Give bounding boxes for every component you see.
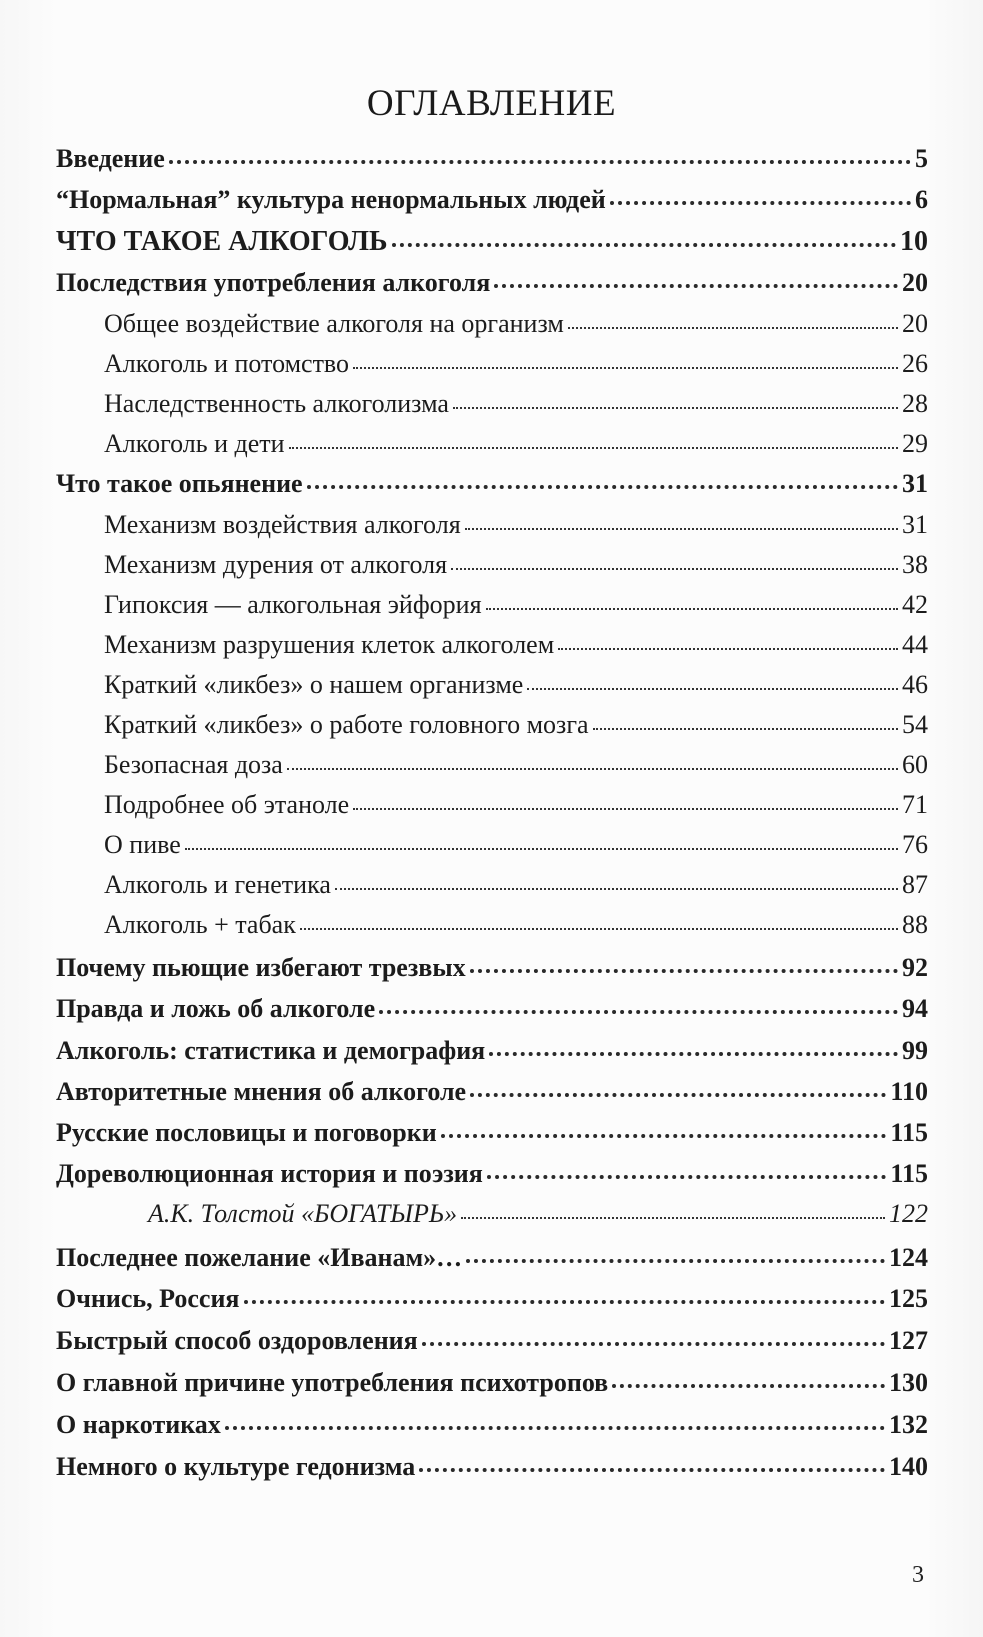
toc-entry-page: 20: [902, 309, 928, 338]
toc-entry-page: 94: [902, 994, 928, 1023]
dot-leader: [379, 1010, 898, 1014]
toc-entry-title: Безопасная доза: [104, 750, 283, 779]
toc-entry: [56, 1079, 928, 1105]
dot-leader: [470, 1093, 886, 1097]
toc-entry: [56, 228, 928, 256]
dot-leader: [465, 528, 898, 530]
toc-entry-page: 42: [902, 590, 928, 619]
dot-leader: [470, 969, 898, 973]
toc-entry-page: 31: [902, 510, 928, 539]
toc-entry-title: Алкоголь: статистика и демография: [56, 1036, 486, 1065]
toc-entry-title: Алкоголь и потомство: [104, 349, 350, 378]
toc-entry-title: Последнее пожелание «Иванам»…: [56, 1243, 463, 1272]
toc-entry-title: Механизм разрушения клеток алкоголем: [104, 630, 555, 659]
toc-entry-title: Русские пословицы и поговорки: [56, 1118, 437, 1147]
page-number: 3: [912, 1562, 924, 1588]
dot-leader: [289, 447, 898, 449]
toc-entry-page: 46: [902, 670, 928, 699]
dot-leader: [610, 201, 911, 205]
toc-entry: [56, 955, 928, 981]
dot-leader: [453, 407, 898, 409]
toc-entry: [56, 832, 928, 858]
toc-entry-page: 99: [902, 1036, 928, 1065]
toc-entry-page: 110: [890, 1077, 928, 1106]
toc-entry-page: 140: [889, 1452, 928, 1481]
toc-entry-title: Что такое опьянение: [56, 469, 303, 498]
toc-entry: [56, 146, 928, 172]
toc-entry: [56, 1201, 928, 1227]
toc-entry-page: 130: [889, 1368, 928, 1397]
dot-leader: [185, 848, 898, 850]
toc-entry: [56, 1454, 928, 1480]
toc-entry: [56, 471, 928, 497]
dot-leader: [568, 327, 898, 329]
dot-leader: [353, 367, 898, 369]
dot-leader: [593, 728, 898, 730]
toc-entry-page: 26: [902, 349, 928, 378]
toc-entry: [56, 311, 928, 337]
toc-entry: [56, 1286, 928, 1312]
page-title: ОГЛАВЛЕНИЕ: [366, 83, 617, 124]
dot-leader: [300, 928, 898, 930]
toc-entry-page: 71: [902, 790, 928, 819]
toc-entry: [56, 996, 928, 1022]
toc-entry-page: 127: [889, 1326, 928, 1355]
toc-entry: [56, 512, 928, 538]
toc-entry: [56, 672, 928, 698]
dot-leader: [466, 1259, 885, 1263]
toc-entry-title: Немного о культуре гедонизма: [56, 1452, 416, 1481]
toc-entry-page: 87: [902, 870, 928, 899]
toc-entry-title: “Нормальная” культура ненормальных людей: [56, 185, 606, 214]
toc-entry-page: 20: [902, 268, 928, 297]
toc-entry: [56, 912, 928, 938]
toc-entry-title: Краткий «ликбез» о работе головного мозга: [104, 710, 589, 739]
toc-entry: [56, 792, 928, 818]
toc-entry-title: Алкоголь и генетика: [104, 870, 331, 899]
dot-leader: [486, 608, 898, 610]
toc-entry: [56, 1161, 928, 1187]
toc-entry-page: 115: [890, 1118, 928, 1147]
toc-entry-page: 122: [889, 1199, 928, 1228]
dot-leader: [244, 1300, 886, 1304]
toc-entry-title: ЧТО ТАКОЕ АЛКОГОЛЬ: [56, 226, 388, 257]
dot-leader: [225, 1426, 885, 1430]
toc-entry-title: Авторитетные мнения об алкоголе: [56, 1077, 467, 1106]
toc-entry-page: 31: [902, 469, 928, 498]
toc-entry: [56, 1038, 928, 1064]
toc-entry: [56, 391, 928, 417]
toc-entry: [56, 632, 928, 658]
toc-entry: [56, 1120, 928, 1146]
toc-entry-title: Последствия употребления алкоголя: [56, 268, 491, 297]
toc-entry-page: 88: [902, 910, 928, 939]
toc-entry-title: Краткий «ликбез» о нашем организме: [104, 670, 524, 699]
toc-entry: [56, 270, 928, 296]
toc-entry-title: Подробнее об этаноле: [104, 790, 350, 819]
toc-entry-page: 124: [889, 1243, 928, 1272]
toc-entry-title: Почему пьющие избегают трезвых: [56, 953, 466, 982]
toc-entry-title: Алкоголь и дети: [104, 429, 285, 458]
dot-leader: [494, 284, 898, 288]
toc-entry: [56, 187, 928, 213]
toc-entry-title: Механизм воздействия алкоголя: [104, 510, 461, 539]
toc-entry-title: Гипоксия — алкогольная эйфория: [104, 590, 482, 619]
toc-entry-title: О наркотиках: [56, 1410, 221, 1439]
toc-entry-title: Общее воздействие алкоголя на организм: [104, 309, 564, 338]
toc-entry-page: 92: [902, 953, 928, 982]
toc-entry-title: Правда и ложь об алкоголе: [56, 994, 376, 1023]
dot-leader: [487, 1175, 887, 1179]
toc-entry: [56, 351, 928, 377]
toc-entry-page: 54: [902, 710, 928, 739]
toc-entry-page: 10: [900, 226, 928, 257]
toc-entry-title: Наследственность алкоголизма: [104, 389, 449, 418]
toc-entry-page: 29: [902, 429, 928, 458]
toc-entry-page: 125: [889, 1284, 928, 1313]
dot-leader: [451, 568, 898, 570]
toc-entry: [56, 1245, 928, 1271]
dot-leader: [527, 688, 898, 690]
toc-entry-page: 60: [902, 750, 928, 779]
toc-entry-page: 115: [890, 1159, 928, 1188]
dot-leader: [441, 1134, 887, 1138]
toc-entry-title: Механизм дурения от алкоголя: [104, 550, 448, 579]
toc-entry-title: Введение: [56, 144, 165, 173]
dot-leader: [612, 1384, 885, 1388]
toc-entry-page: 28: [902, 389, 928, 418]
toc-entry-page: 44: [902, 630, 928, 659]
toc-entry-title: Очнись, Россия: [56, 1284, 240, 1313]
toc-entry: [56, 592, 928, 618]
toc-entry-title: Алкоголь + табак: [104, 910, 296, 939]
toc-entry: [56, 1328, 928, 1354]
dot-leader: [489, 1052, 898, 1056]
toc-entry-title: О пиве: [104, 830, 181, 859]
dot-leader: [422, 1342, 885, 1346]
dot-leader: [287, 768, 898, 770]
toc-entry: [56, 1370, 928, 1396]
dot-leader: [307, 485, 898, 489]
toc-entry-page: 38: [902, 550, 928, 579]
toc-entry-title: О главной причине употребления психотропов: [56, 1368, 609, 1397]
dot-leader: [392, 243, 896, 247]
dot-leader: [335, 888, 898, 890]
toc-entry: [56, 552, 928, 578]
toc-entry-title: Дореволюционная история и поэзия: [56, 1159, 483, 1188]
toc-entry: [56, 712, 928, 738]
toc-entry-page: 6: [915, 185, 928, 214]
dot-leader: [169, 160, 911, 164]
dot-leader: [461, 1217, 885, 1219]
toc-entry-page: 76: [902, 830, 928, 859]
dot-leader: [558, 648, 898, 650]
toc-entry: [56, 431, 928, 457]
dot-leader: [419, 1468, 885, 1472]
toc-entry: [56, 1412, 928, 1438]
dot-leader: [353, 808, 898, 810]
toc-entry-page: 132: [889, 1410, 928, 1439]
toc-entry: [56, 872, 928, 898]
toc-entry-title: Быстрый способ оздоровления: [56, 1326, 418, 1355]
toc-entry-title: А.К. Толстой «БОГАТЫРЬ»: [148, 1199, 458, 1228]
toc-entry-page: 5: [915, 144, 928, 173]
toc-entry: [56, 752, 928, 778]
